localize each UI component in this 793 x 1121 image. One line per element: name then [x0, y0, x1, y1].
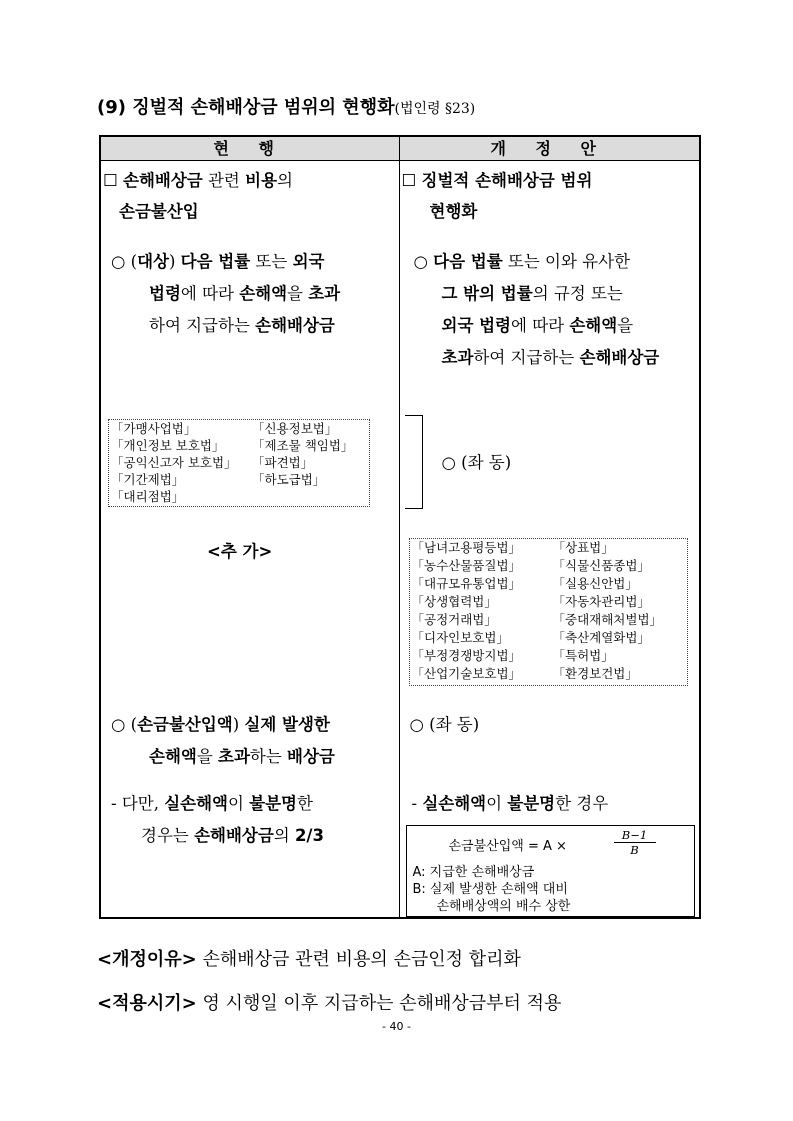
law-item: 「신용정보법」 — [252, 421, 338, 436]
law-item: 「농수산물품질법」 — [411, 558, 522, 573]
proposed-same-as-left-2: ○ (좌 동) — [409, 715, 480, 734]
current-target-line2: 법령에 따라 손해액을 초과 — [149, 284, 341, 303]
law-item: 「하도급법」 — [252, 472, 326, 487]
section-title: (9) 징벌적 손해배상금 범위의 현행화 — [97, 97, 395, 118]
proposed-target-line1: ○ 다음 법률 또는 이와 유사한 — [413, 252, 630, 271]
current-column — [100, 161, 399, 919]
law-item: 「제조물 책임법」 — [252, 438, 354, 453]
current-nondeduct-line2: 손해액을 초과하는 배상금 — [149, 747, 335, 766]
law-item: 「산업기술보호법」 — [411, 666, 522, 681]
law-item: 「축산계열화법」 — [552, 630, 650, 645]
reason-line — [97, 945, 521, 971]
law-item: 「디자인보호법」 — [411, 630, 509, 645]
section-heading — [97, 93, 475, 119]
law-item: 「부정경쟁방지법」 — [411, 648, 522, 663]
proposed-box-title-line1: ☐ 징벌적 손해배상금 범위 — [401, 171, 593, 190]
comparison-table — [99, 135, 701, 919]
law-item: 「실용신안법」 — [552, 576, 638, 591]
apply-line — [97, 989, 561, 1015]
proposed-same-as-left-1: ○ (좌 동) — [441, 453, 512, 472]
formula-legend-b-cont: 손해배상액의 배수 상한 — [436, 899, 571, 914]
proposed-column — [399, 161, 700, 919]
law-item: 「가맹사업법」 — [111, 421, 197, 436]
add-label: <추 가> — [207, 542, 273, 561]
formula-fraction — [614, 828, 656, 857]
current-box-title-line2: 손금불산입 — [119, 202, 199, 221]
law-item: 「파견법」 — [252, 455, 314, 470]
formula-legend-a: A: 지급한 손해배상금 — [412, 865, 535, 880]
law-item: 「중대재해처벌법」 — [552, 612, 663, 627]
reason-label: <개정이유> — [97, 949, 197, 970]
formula-denominator: B — [630, 843, 639, 857]
law-item: 「식물신품종법」 — [552, 558, 650, 573]
law-item: 「남녀고용평등법」 — [411, 540, 522, 555]
header-proposed: 개 정 안 — [399, 136, 700, 161]
current-target-line3: 하여 지급하는 손해배상금 — [149, 316, 335, 335]
proposed-law-list — [409, 538, 688, 686]
law-item: 「상생협력법」 — [411, 594, 497, 609]
current-unclear-line1: - 다만, 실손해액이 불분명한 — [111, 794, 313, 813]
proposed-box-title-line2: 현행화 — [429, 202, 478, 221]
formula-box — [406, 825, 695, 917]
proposed-target-line3: 외국 법령에 따라 손해액을 — [441, 316, 634, 335]
law-item: 「상표법」 — [552, 540, 614, 555]
law-item: 「대리점법」 — [111, 489, 185, 504]
proposed-unclear-line: - 실손해액이 불분명한 경우 — [411, 794, 609, 813]
current-unclear-line2: 경우는 손해배상금의 2/3 — [141, 826, 324, 845]
section-reference: (법인령 §23) — [394, 101, 476, 117]
apply-text: 영 시행일 이후 지급하는 손해배상금부터 적용 — [196, 993, 562, 1014]
current-law-list — [108, 419, 370, 507]
formula-legend-b: B: 실제 발생한 손해액 대비 — [412, 882, 568, 897]
current-box-title-line1: ☐ 손해배상금 관련 비용의 — [103, 171, 293, 190]
proposed-target-line2: 그 밖의 법률의 규정 또는 — [441, 284, 623, 303]
law-item: 「환경보건법」 — [552, 666, 638, 681]
law-item: 「기간제법」 — [111, 472, 185, 487]
formula-equation: 손금불산입액 = A × — [448, 839, 567, 854]
law-item: 「공정거래법」 — [411, 612, 497, 627]
current-nondeduct-line1: ○ (손금불산입액) 실제 발생한 — [111, 715, 330, 734]
apply-label: <적용시기> — [97, 993, 197, 1014]
law-item: 「대규모유통업법」 — [411, 576, 522, 591]
bracket-line — [405, 415, 423, 509]
header-current: 현 행 — [100, 136, 399, 161]
reason-text: 손해배상금 관련 비용의 손금인정 합리화 — [196, 949, 521, 970]
current-target-line1: ○ (대상) 다음 법률 또는 외국 — [111, 252, 325, 271]
law-item: 「공익신고자 보호법」 — [111, 455, 237, 470]
law-item: 「개인정보 보호법」 — [111, 438, 225, 453]
proposed-target-line4: 초과하여 지급하는 손해배상금 — [441, 348, 660, 367]
page-number: - 40 - — [382, 1020, 411, 1033]
checkbox-icon: ☐ — [103, 171, 118, 190]
formula-numerator: B−1 — [614, 828, 656, 843]
checkbox-icon: ☐ — [401, 171, 417, 190]
law-item: 「자동차관리법」 — [552, 594, 650, 609]
law-item: 「특허법」 — [552, 648, 614, 663]
